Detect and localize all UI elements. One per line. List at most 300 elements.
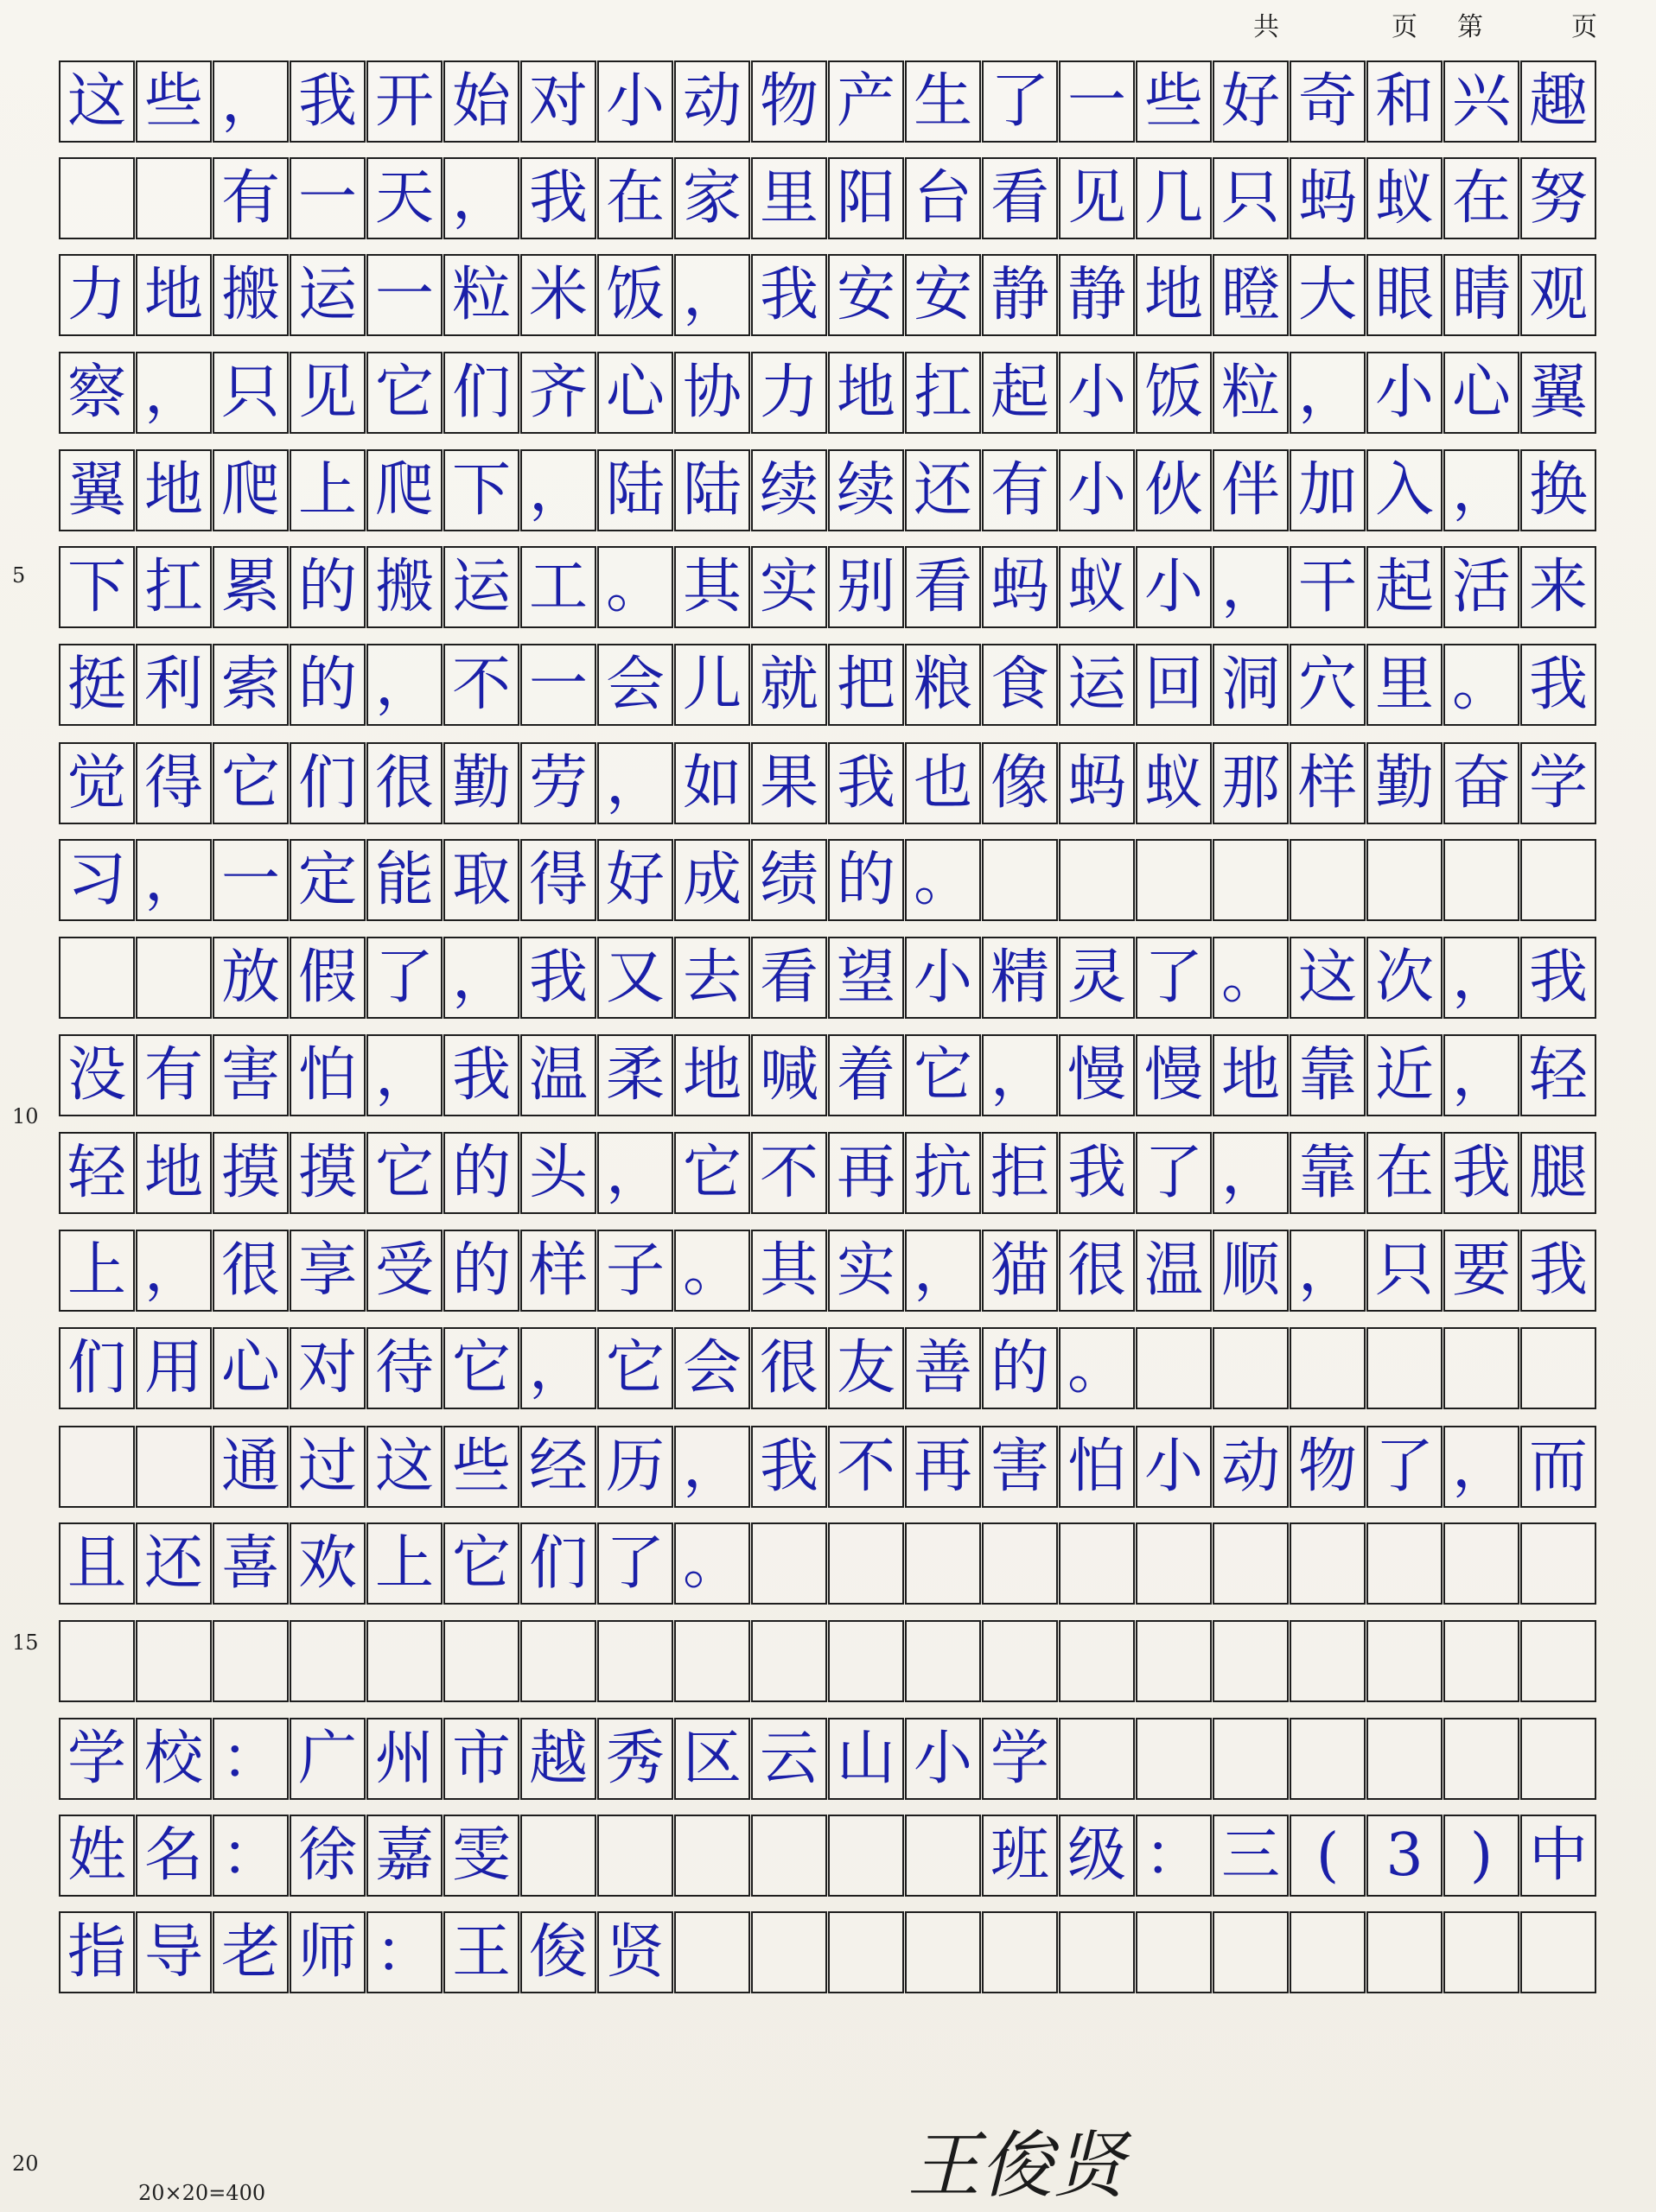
grid-cell: 静 [982,254,1058,336]
grid-cell: 定 [290,839,366,921]
grid-cell: 下 [59,546,135,628]
total-pages-label: 共 [1253,12,1279,42]
grid-cell: 地 [136,254,212,336]
grid-cell: 要 [1443,1230,1519,1312]
grid-cell: 不 [751,1132,827,1214]
grid-cell: 地 [1136,254,1212,336]
grid-cell: 我 [443,1034,519,1116]
grid-row [59,1034,1596,1116]
grid-cell: 陆 [674,449,750,531]
grid-cell: 我 [1520,1230,1596,1312]
grid-row [59,1718,1596,1800]
grid-cell: 老 [213,1911,289,1993]
grid-cell: 样 [520,1230,596,1312]
grid-cell: ， [136,1230,212,1312]
grid-row [59,449,1596,531]
grid-row [59,742,1596,824]
grid-cell [1443,1522,1519,1605]
grid-cell [751,1911,827,1993]
grid-cell: 搬 [213,254,289,336]
grid-cell: ， [674,254,750,336]
grid-row [59,1230,1596,1312]
grid-cell: 友 [828,1327,904,1409]
grid-cell: 齐 [520,352,596,434]
grid-cell: 绩 [751,839,827,921]
grid-cell: 那 [1213,742,1289,824]
grid-cell: ， [1443,937,1519,1019]
grid-cell [982,839,1058,921]
grid-cell: 很 [1059,1230,1135,1312]
grid-cell: 们 [443,352,519,434]
grid-cell: 饭 [597,254,673,336]
grid-cell [1136,839,1212,921]
grid-row [59,546,1596,628]
grid-cell: 腿 [1520,1132,1596,1214]
grid-cell: 生 [905,60,981,143]
grid-cell: 家 [674,157,750,239]
grid-cell: 大 [1290,254,1366,336]
grid-cell: 察 [59,352,135,434]
grid-cell: 粒 [443,254,519,336]
grid-cell: 粮 [905,644,981,726]
grid-cell: 的 [290,644,366,726]
grid-cell: ： [213,1718,289,1800]
grid-cell [751,1522,827,1605]
grid-cell: 假 [290,937,366,1019]
grid-cell: 儿 [674,644,750,726]
grid-cell [1366,1911,1443,1993]
grid-cell: 没 [59,1034,135,1116]
grid-cell: 了 [366,937,443,1019]
grid-cell [1443,1911,1519,1993]
page-label-2: 页 [1571,12,1597,42]
grid-cell: 通 [213,1426,289,1508]
grid-cell: 我 [1443,1132,1519,1214]
grid-cell: 它 [597,1327,673,1409]
grid-cell: 来 [1520,546,1596,628]
grid-cell: 导 [136,1911,212,1993]
grid-cell: 上 [59,1230,135,1312]
grid-cell: 运 [290,254,366,336]
grid-cell: 我 [520,937,596,1019]
grid-cell: 粒 [1213,352,1289,434]
grid-cell: 一 [290,157,366,239]
grid-cell: 小 [1059,449,1135,531]
grid-cell: 学 [1520,742,1596,824]
grid-cell: 蚂 [1290,157,1366,239]
grid-cell [520,1620,596,1702]
grid-cell: 静 [1059,254,1135,336]
grid-cell: 挺 [59,644,135,726]
grid-cell: 阳 [828,157,904,239]
grid-cell: 眼 [1366,254,1443,336]
grid-cell: 靠 [1290,1034,1366,1116]
grid-cell [905,1911,981,1993]
grid-cell: 学 [982,1718,1058,1800]
grid-cell: ， [1443,1034,1519,1116]
grid-cell: 蚁 [1059,546,1135,628]
grid-cell: 些 [136,60,212,143]
grid-cell [1059,1522,1135,1605]
grid-cell: 它 [366,1132,443,1214]
grid-cell [136,1426,212,1508]
grid-cell: 觉 [59,742,135,824]
grid-cell: 上 [290,449,366,531]
grid-cell [905,1522,981,1605]
grid-cell [213,1620,289,1702]
grid-cell: 陆 [597,449,673,531]
grid-cell: 地 [136,1132,212,1214]
grid-cell: 指 [59,1911,135,1993]
grid-cell: 还 [905,449,981,531]
grid-cell: 不 [443,644,519,726]
grid-cell: 次 [1366,937,1443,1019]
grid-cell: 校 [136,1718,212,1800]
grid-cell [1136,1522,1212,1605]
grid-cell: 的 [982,1327,1058,1409]
grid-cell [1366,1718,1443,1800]
grid-cell [1059,839,1135,921]
grid-cell: 。 [597,546,673,628]
grid-cell [1366,839,1443,921]
grid-cell: 一 [213,839,289,921]
grid-cell: ： [1136,1815,1212,1897]
grid-cell: 天 [366,157,443,239]
grid-cell: 得 [520,839,596,921]
grid-cell: ， [443,937,519,1019]
grid-cell [982,1620,1058,1702]
grid-cell: 很 [213,1230,289,1312]
grid-cell [674,1911,750,1993]
grid-cell [136,157,212,239]
grid-cell: 其 [751,1230,827,1312]
grid-cell: 。 [1059,1327,1135,1409]
grid-cell: 会 [597,644,673,726]
grid-cell: 洞 [1213,644,1289,726]
grid-cell: 望 [828,937,904,1019]
grid-cell: 子 [597,1230,673,1312]
grid-cell: ： [366,1911,443,1993]
grid-cell: 蚁 [1366,157,1443,239]
grid-cell: 劳 [520,742,596,824]
grid-cell: ， [136,352,212,434]
grid-cell: ， [1213,546,1289,628]
grid-cell: ， [674,1426,750,1508]
signature-text: 王俊贤 [908,2123,1126,2208]
grid-cell: 王 [443,1911,519,1993]
grid-cell [905,1620,981,1702]
grid-cell: 就 [751,644,827,726]
grid-cell: 这 [59,60,135,143]
grid-cell: 这 [366,1426,443,1508]
grid-cell: 。 [1443,644,1519,726]
grid-cell: 三 [1213,1815,1289,1897]
grid-cell [1520,1327,1596,1409]
grid-cell [136,937,212,1019]
grid-cell [1213,1620,1289,1702]
grid-cell: 名 [136,1815,212,1897]
grid-cell [1290,839,1366,921]
grid-cell [828,1911,904,1993]
grid-cell: 。 [674,1522,750,1605]
grid-cell: 果 [751,742,827,824]
grid-cell: 对 [520,60,596,143]
grid-cell: 温 [1136,1230,1212,1312]
grid-cell: 有 [982,449,1058,531]
grid-cell [597,1620,673,1702]
grid-cell: 小 [1136,1426,1212,1508]
grid-cell [1059,1718,1135,1800]
grid-cell: 见 [1059,157,1135,239]
grid-row [59,60,1596,143]
grid-cell: 翼 [59,449,135,531]
grid-cell [1366,1522,1443,1605]
grid-cell: 奋 [1443,742,1519,824]
grid-cell: 穴 [1290,644,1366,726]
grid-cell [674,1620,750,1702]
line-number-20: 20 [12,2152,39,2176]
grid-cell: 累 [213,546,289,628]
grid-cell: ， [520,1327,596,1409]
grid-cell [59,937,135,1019]
grid-cell: ( [1290,1815,1366,1897]
grid-cell [1136,1620,1212,1702]
grid-cell: 它 [443,1327,519,1409]
grid-cell: 动 [1213,1426,1289,1508]
grid-cell: 米 [520,254,596,336]
grid-row [59,1426,1596,1508]
grid-cell: 好 [597,839,673,921]
grid-cell: 会 [674,1327,750,1409]
grid-cell: 着 [828,1034,904,1116]
grid-cell: 有 [213,157,289,239]
grid-cell: 我 [520,157,596,239]
grid-cell: 趣 [1520,60,1596,143]
grid-cell [1136,1911,1212,1993]
grid-cell: 里 [751,157,827,239]
grid-cell: 物 [751,60,827,143]
grid-cell: 一 [1059,60,1135,143]
grid-cell: 我 [1520,937,1596,1019]
grid-cell: 蚂 [1059,742,1135,824]
grid-cell: 地 [136,449,212,531]
grid-cell: 市 [443,1718,519,1800]
grid-cell: 能 [366,839,443,921]
grid-cell: 越 [520,1718,596,1800]
grid-cell: 云 [751,1718,827,1800]
grid-cell: ： [213,1815,289,1897]
grid-cell: 摸 [290,1132,366,1214]
grid-cell: 有 [136,1034,212,1116]
grid-cell: 爬 [366,449,443,531]
grid-cell: 协 [674,352,750,434]
grid-cell: 入 [1366,449,1443,531]
grid-cell: 了 [982,60,1058,143]
grid-cell: 续 [828,449,904,531]
grid-cell: 过 [290,1426,366,1508]
page-label: 页 [1392,12,1417,42]
grid-cell: 安 [828,254,904,336]
grid-cell: 摸 [213,1132,289,1214]
grid-cell: 和 [1366,60,1443,143]
grid-cell: 一 [366,254,443,336]
grid-cell [1443,1620,1519,1702]
grid-cell [443,1620,519,1702]
grid-cell: 。 [674,1230,750,1312]
grid-cell: 再 [828,1132,904,1214]
grid-cell: 欢 [290,1522,366,1605]
grid-cell [1290,1911,1366,1993]
grid-cell [1136,1327,1212,1409]
grid-cell [1213,1327,1289,1409]
grid-cell: 伙 [1136,449,1212,531]
grid-row [59,1522,1596,1605]
grid-row [59,1132,1596,1214]
grid-cell: 干 [1290,546,1366,628]
grid-cell: 小 [597,60,673,143]
grid-cell: 努 [1520,157,1596,239]
grid-cell: 又 [597,937,673,1019]
grid-cell: 受 [366,1230,443,1312]
grid-cell: 喊 [751,1034,827,1116]
grid-cell: 换 [1520,449,1596,531]
grid-cell: 顺 [1213,1230,1289,1312]
grid-cell: 安 [905,254,981,336]
grid-cell: 州 [366,1718,443,1800]
grid-cell [1366,1620,1443,1702]
grid-cell: 级 [1059,1815,1135,1897]
grid-cell: 温 [520,1034,596,1116]
grid-cell: 慢 [1136,1034,1212,1116]
grid-cell: 的 [443,1230,519,1312]
grid-cell: 3 [1366,1815,1443,1897]
line-number-5: 5 [12,563,26,588]
grid-cell: 里 [1366,644,1443,726]
grid-cell: ， [905,1230,981,1312]
line-number-15: 15 [12,1630,39,1655]
grid-row [59,352,1596,434]
grid-cell: 扛 [136,546,212,628]
grid-cell [982,1911,1058,1993]
grid-cell: 我 [1520,644,1596,726]
grid-cell [1443,1718,1519,1800]
grid-cell [1290,1522,1366,1605]
grid-cell: 我 [1059,1132,1135,1214]
grid-cell [1520,1718,1596,1800]
grid-cell: 善 [905,1327,981,1409]
grid-cell: 了 [1136,937,1212,1019]
grid-cell: 害 [213,1034,289,1116]
grid-cell: 怕 [1059,1426,1135,1508]
grid-cell: 待 [366,1327,443,1409]
grid-cell [366,1620,443,1702]
grid-cell: 很 [751,1327,827,1409]
grid-cell [1059,1620,1135,1702]
grid-cell [59,1426,135,1508]
grid-cell: 睛 [1443,254,1519,336]
grid-cell: 把 [828,644,904,726]
grid-cell: 去 [674,937,750,1019]
grid-row [59,1815,1596,1897]
grid-cell: 头 [520,1132,596,1214]
grid-cell [1520,1620,1596,1702]
grid-cell: ， [443,157,519,239]
grid-cell: ， [213,60,289,143]
grid-cell: ， [597,1132,673,1214]
grid-cell: 加 [1290,449,1366,531]
grid-cell: 小 [1366,352,1443,434]
grid-cell: 只 [1213,157,1289,239]
grid-cell: 看 [982,157,1058,239]
grid-cell: 蚂 [982,546,1058,628]
grid-cell: 历 [597,1426,673,1508]
grid-cell: 搬 [366,546,443,628]
grid-cell: 小 [1059,352,1135,434]
grid-cell: 心 [597,352,673,434]
grid-row [59,1327,1596,1409]
grid-cell: 台 [905,157,981,239]
grid-cell [982,1522,1058,1605]
grid-cell: 在 [1366,1132,1443,1214]
grid-cell: 其 [674,546,750,628]
grid-cell: 经 [520,1426,596,1508]
grid-cell: 物 [1290,1426,1366,1508]
grid-row [59,1911,1596,1993]
grid-cell: 还 [136,1522,212,1605]
grid-cell: 享 [290,1230,366,1312]
grid-cell: ， [1443,1426,1519,1508]
grid-cell: 而 [1520,1426,1596,1508]
grid-cell: 在 [1443,157,1519,239]
grid-row [59,937,1596,1019]
grid-cell: 放 [213,937,289,1019]
grid-cell: 了 [597,1522,673,1605]
grid-cell [828,1815,904,1897]
grid-cell: 喜 [213,1522,289,1605]
grid-cell: 活 [1443,546,1519,628]
grid-cell: 些 [1136,60,1212,143]
grid-cell [1213,1522,1289,1605]
teacher-signature [899,2108,1193,2212]
grid-cell: 看 [905,546,981,628]
grid-cell: 始 [443,60,519,143]
grid-cell: 班 [982,1815,1058,1897]
grid-cell: 力 [751,352,827,434]
grid-cell: 心 [1443,352,1519,434]
grid-cell [1136,1718,1212,1800]
grid-cell: 饭 [1136,352,1212,434]
grid-cell [1520,1522,1596,1605]
grid-cell: ， [366,644,443,726]
grid-cell: 它 [674,1132,750,1214]
grid-cell [751,1815,827,1897]
grid-cell: 用 [136,1327,212,1409]
grid-cell [751,1620,827,1702]
grid-cell: 学 [59,1718,135,1800]
grid-cell [674,1815,750,1897]
grid-cell: 实 [751,546,827,628]
grid-cell: 开 [366,60,443,143]
grid-cell: 近 [1366,1034,1443,1116]
grid-row [59,839,1596,921]
grid-cell: 勤 [443,742,519,824]
grid-cell [59,1620,135,1702]
grid-cell: 慢 [1059,1034,1135,1116]
grid-cell: 我 [828,742,904,824]
grid-cell [520,1815,596,1897]
grid-row [59,1620,1596,1702]
grid-cell: 只 [213,352,289,434]
